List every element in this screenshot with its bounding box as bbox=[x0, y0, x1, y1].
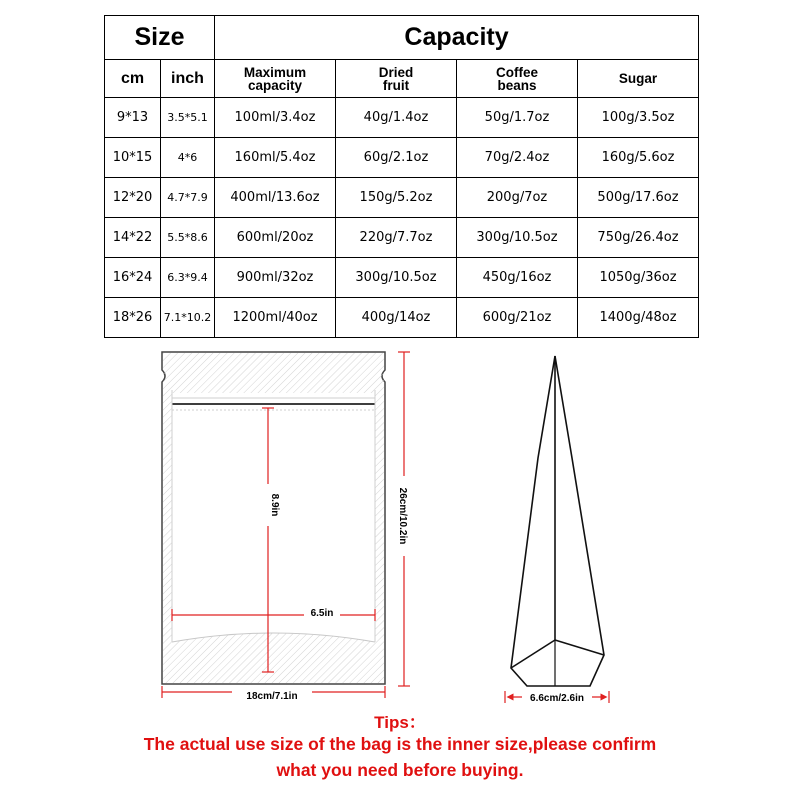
column-header-maximum-capacity: Maximum capacity bbox=[215, 60, 336, 98]
bag-front-view bbox=[162, 352, 410, 702]
cell-coffee-beans: 70g/2.4oz bbox=[457, 138, 578, 178]
size-header: Size bbox=[105, 16, 215, 60]
cell-sugar: 100g/3.5oz bbox=[578, 98, 699, 138]
total-height-label: 26cm/10.2in bbox=[397, 487, 408, 545]
cell-coffee-beans: 300g/10.5oz bbox=[457, 218, 578, 258]
side-seal-right bbox=[375, 353, 384, 683]
side-seal-left bbox=[163, 353, 172, 683]
column-header-cm: cm bbox=[105, 60, 161, 98]
cell-maximum-capacity: 160ml/5.4oz bbox=[215, 138, 336, 178]
inner-width-label: 6.5in bbox=[310, 608, 334, 619]
cell-dried-fruit: 220g/7.7oz bbox=[336, 218, 457, 258]
cell-maximum-capacity: 1200ml/40oz bbox=[215, 298, 336, 338]
cell-cm: 9*13 bbox=[105, 98, 161, 138]
inner-height-label: 8.9in bbox=[269, 493, 280, 517]
cell-maximum-capacity: 600ml/20oz bbox=[215, 218, 336, 258]
cell-dried-fruit: 300g/10.5oz bbox=[336, 258, 457, 298]
cell-inch: 6.3*9.4 bbox=[161, 258, 215, 298]
cell-coffee-beans: 450g/16oz bbox=[457, 258, 578, 298]
cell-sugar: 1400g/48oz bbox=[578, 298, 699, 338]
cell-dried-fruit: 60g/2.1oz bbox=[336, 138, 457, 178]
tips-text-line-1: The actual use size of the bag is the inner size,please confirm bbox=[143, 734, 657, 754]
column-header-sugar: Sugar bbox=[578, 60, 699, 98]
cell-inch: 7.1*10.2 bbox=[161, 298, 215, 338]
cell-sugar: 160g/5.6oz bbox=[578, 138, 699, 178]
cell-dried-fruit: 150g/5.2oz bbox=[336, 178, 457, 218]
total-width-label: 18cm/7.1in bbox=[246, 691, 298, 702]
cell-sugar: 1050g/36oz bbox=[578, 258, 699, 298]
tips-text-line-2: what you need before buying. bbox=[276, 760, 524, 780]
column-header-inch: inch bbox=[161, 60, 215, 98]
cell-inch: 4*6 bbox=[161, 138, 215, 178]
bag-side-view bbox=[505, 356, 609, 704]
cell-inch: 5.5*8.6 bbox=[161, 218, 215, 258]
cell-maximum-capacity: 900ml/32oz bbox=[215, 258, 336, 298]
cell-maximum-capacity: 400ml/13.6oz bbox=[215, 178, 336, 218]
gusset-width-label: 6.6cm/2.6in bbox=[530, 693, 584, 704]
cell-cm: 14*22 bbox=[105, 218, 161, 258]
top-seal bbox=[172, 353, 375, 393]
cell-sugar: 500g/17.6oz bbox=[578, 178, 699, 218]
cell-inch: 4.7*7.9 bbox=[161, 178, 215, 218]
cell-cm: 10*15 bbox=[105, 138, 161, 178]
cell-dried-fruit: 40g/1.4oz bbox=[336, 98, 457, 138]
cell-inch: 3.5*5.1 bbox=[161, 98, 215, 138]
side-outline bbox=[511, 356, 604, 686]
cell-cm: 12*20 bbox=[105, 178, 161, 218]
cell-coffee-beans: 50g/1.7oz bbox=[457, 98, 578, 138]
cell-dried-fruit: 400g/14oz bbox=[336, 298, 457, 338]
cell-maximum-capacity: 100ml/3.4oz bbox=[215, 98, 336, 138]
cell-coffee-beans: 200g/7oz bbox=[457, 178, 578, 218]
tips-title: Tips： bbox=[374, 713, 426, 732]
column-header-dried-fruit: Dried fruit bbox=[336, 60, 457, 98]
cell-cm: 16*24 bbox=[105, 258, 161, 298]
cell-cm: 18*26 bbox=[105, 298, 161, 338]
capacity-header: Capacity bbox=[215, 16, 699, 60]
column-header-coffee-beans: Coffee beans bbox=[457, 60, 578, 98]
cell-sugar: 750g/26.4oz bbox=[578, 218, 699, 258]
cell-coffee-beans: 600g/21oz bbox=[457, 298, 578, 338]
bottom-gusset bbox=[172, 633, 375, 683]
